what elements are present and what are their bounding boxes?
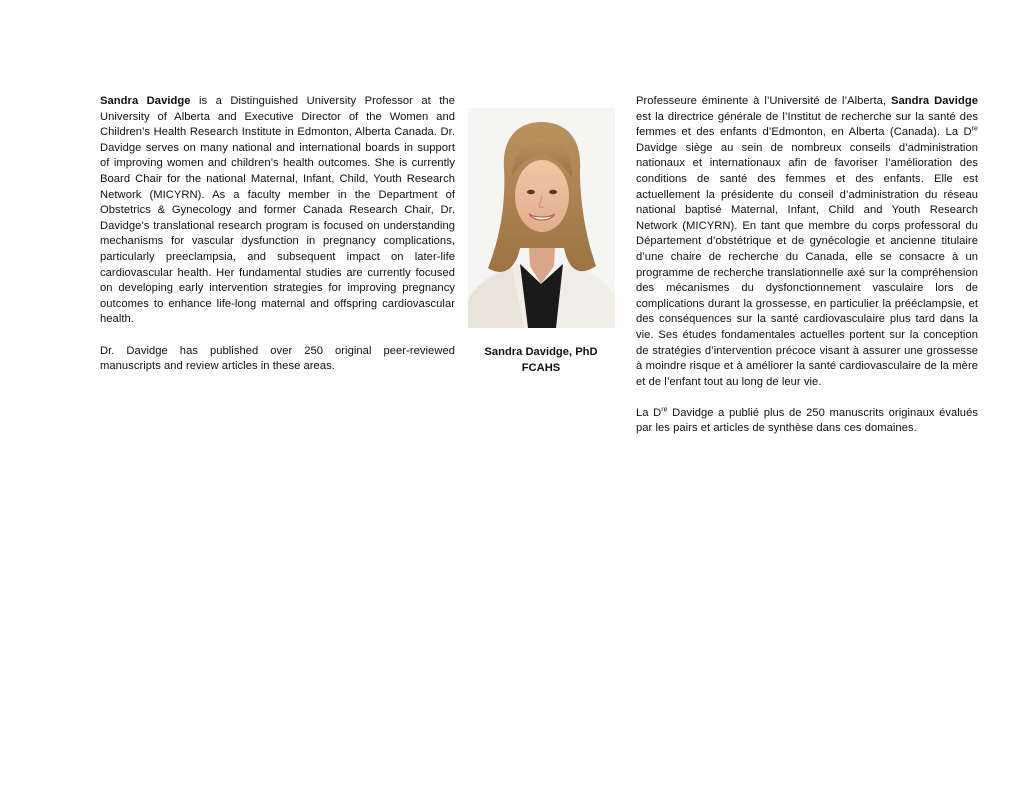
english-biography bbox=[100, 94, 455, 375]
french-p2-superscript: re bbox=[661, 406, 668, 414]
french-name-bold: Sandra Davidge bbox=[890, 95, 978, 107]
portrait-photo bbox=[468, 108, 615, 328]
french-paragraph-2 bbox=[636, 406, 978, 437]
french-p1-mid: est la directrice générale de l’Institut de recherche sur la santé des femmes et des enfants d’Edmonton, en Alberta (Canada). La D bbox=[636, 110, 978, 139]
english-paragraph-2: Dr. Davidge has published over 250 original peer-reviewed manuscripts and review articles in these areas. bbox=[100, 344, 455, 373]
photo-caption bbox=[466, 345, 616, 376]
caption-name: Sandra Davidge, PhD bbox=[484, 346, 598, 358]
french-p2-rest: Davidge a publié plus de 250 manuscrits originaux évalués par les pairs et articles de synthèse dans ces domaines. bbox=[636, 406, 978, 435]
french-biography bbox=[636, 94, 978, 437]
french-p1-superscript: re bbox=[971, 125, 978, 133]
caption-credentials: FCAHS bbox=[521, 361, 561, 374]
french-p1-intro: Professeure éminente à l’Université de l’Alberta, bbox=[636, 95, 891, 107]
french-p1-rest: Davidge siège au sein de nombreux conseils d’administration nationaux et internationaux afin de favoriser l’amélioration des conditions de santé des femmes et des enfants. Elle est actuellement la présidente du conseil d’administration du réseau national baptisé Maternal, Infant, Child and Youth Research Network (MICYRN). En tant que membre du corps professoral du Département d’obstétrique et de gynécologie et ancienne titulaire d’une chaire de recherche du Canada, elle se consacre à un programme de recherche translationnelle axé sur la compréhension des mécanismes du dysfonctionnement vasculaire lors de complications durant la grossesse, en particulier la prééclampsie, et des conséquences sur la santé cardiovasculaire plus tard dans la vie. Ses études fondamentales actuelles portent sur la conception de stratégies d’intervention précoce visant à assurer une grossesse à moindre risque et à améliorer la santé cardiovasculaire de la mère et de l’enfant tout au long de leur vie. bbox=[636, 141, 978, 388]
english-name-bold: Sandra Davidge bbox=[100, 95, 191, 107]
french-p2-intro: La D bbox=[636, 406, 662, 419]
english-paragraph-1 bbox=[100, 94, 455, 328]
french-paragraph-1 bbox=[636, 94, 978, 390]
english-paragraph-1-text: is a Distinguished University Professor at the University of Alberta and Executive Director of the Women and Children’s Health Research Institute in Edmonton, Alberta Canada. Dr. Davidge serves on many national and international boards in support of improving women and children’s health outcomes. She is currently Board Chair for the national Maternal, Infant, Child, Youth Research Network (MICYRN). As a faculty member in the Department of Obstetrics & Gynecology and former Canada Research Chair, Dr. Davidge’s translational research program is focused on understanding mechanisms for vascular dysfunction in pregnancy complications, particularly preeclampsia, and subsequent impact on later-life cardiovascular health. Her fundamental studies are currently focused on developing early intervention strategies for improving pregnancy outcomes to enhance life-long maternal and offspring cardiovascular health. bbox=[100, 95, 455, 326]
